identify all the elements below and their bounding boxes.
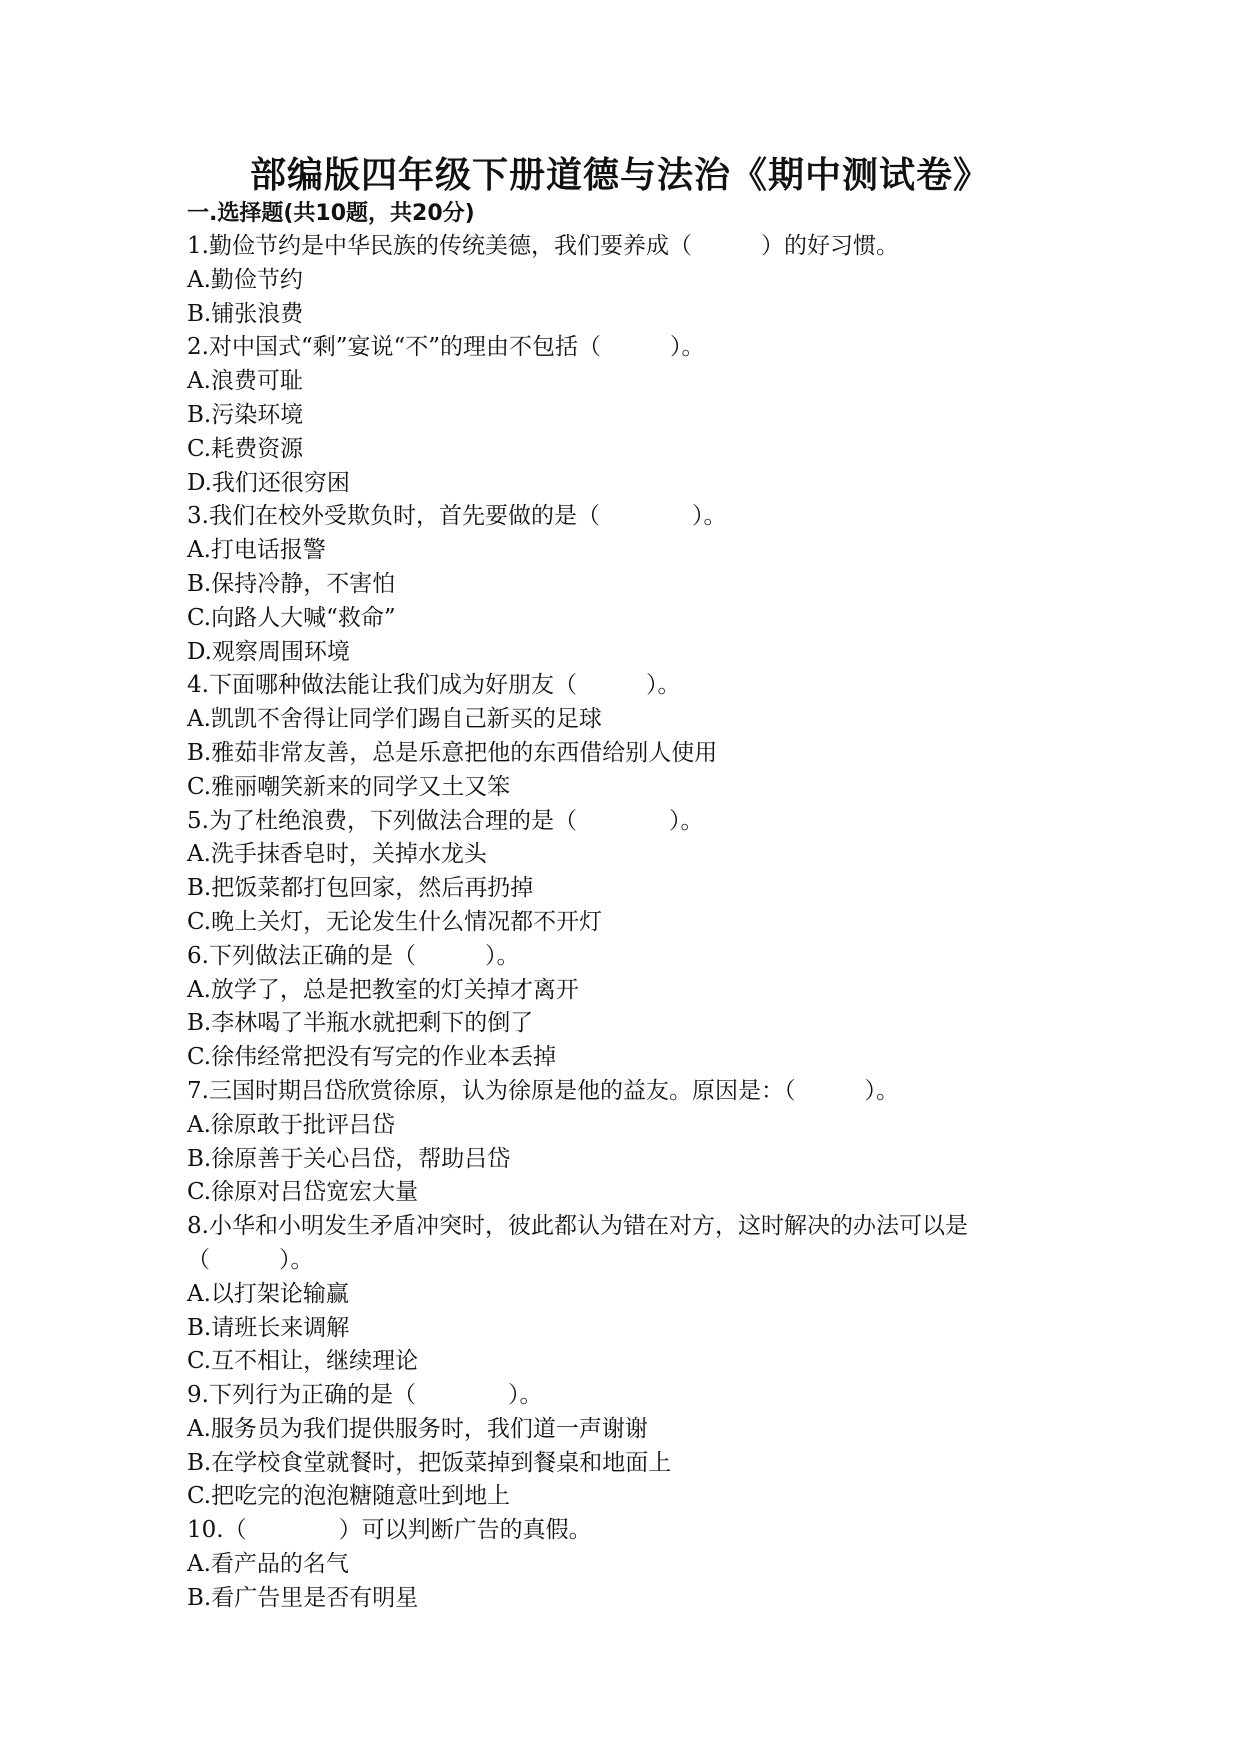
- option-c: C.徐原对吕岱宽宏大量: [187, 1179, 419, 1206]
- question-stem: 9.下列行为正确的是（ ）。: [187, 1382, 543, 1409]
- question-stem: 7.三国时期吕岱欣赏徐原，认为徐原是他的益友。原因是：（ ）。: [187, 1077, 899, 1104]
- question-5: [187, 805, 1067, 940]
- option-b: B.看广告里是否有明星: [187, 1584, 419, 1611]
- option-c: C.耗费资源: [187, 435, 304, 462]
- option-b: B.李林喝了半瓶水就把剩下的倒了: [187, 1010, 534, 1037]
- question-7: [187, 1075, 1067, 1210]
- question-6: [187, 940, 1067, 1075]
- option-a: A.以打架论输赢: [187, 1280, 349, 1307]
- question-8: [187, 1210, 1067, 1379]
- option-b: B.污染环境: [187, 401, 304, 428]
- option-a: A.服务员为我们提供服务时，我们道一声谢谢: [187, 1415, 648, 1442]
- option-c: C.晚上关灯，无论发生什么情况都不开灯: [187, 908, 603, 935]
- exam-content: [187, 198, 1067, 1616]
- question-stem: 5.为了杜绝浪费，下列做法合理的是（ ）。: [187, 807, 704, 834]
- option-b: B.把饭菜都打包回家，然后再扔掉: [187, 875, 534, 902]
- question-stem: 8.小华和小明发生矛盾冲突时，彼此都认为错在对方，这时解决的办法可以是（ ）。: [187, 1213, 968, 1273]
- option-a: A.勤俭节约: [187, 266, 303, 293]
- option-a: A.看产品的名气: [187, 1551, 349, 1578]
- option-a: A.浪费可耻: [187, 368, 303, 395]
- question-stem: 4.下面哪种做法能让我们成为好朋友（ ）。: [187, 672, 681, 699]
- question-4: [187, 669, 1067, 804]
- option-a: A.洗手抹香皂时，关掉水龙头: [187, 841, 487, 868]
- option-b: B.请班长来调解: [187, 1314, 350, 1341]
- question-stem: 2.对中国式“剩”宴说“不”的理由不包括（ ）。: [187, 334, 705, 361]
- question-9: [187, 1379, 1067, 1514]
- question-2: [187, 331, 1067, 500]
- section-heading: 一.选择题(共10题，共20分): [187, 201, 475, 226]
- option-c: C.把吃完的泡泡糖随意吐到地上: [187, 1483, 511, 1510]
- option-c: C.徐伟经常把没有写完的作业本丢掉: [187, 1044, 557, 1071]
- question-stem: 6.下列做法正确的是（ ）。: [187, 942, 520, 969]
- option-c: C.雅丽嘲笑新来的同学又土又笨: [187, 773, 511, 800]
- option-d: D.观察周围环境: [187, 638, 350, 665]
- question-stem: 1.勤俭节约是中华民族的传统美德，我们要养成（ ）的好习惯。: [187, 233, 899, 259]
- option-b: B.徐原善于关心吕岱，帮助吕岱: [187, 1145, 511, 1172]
- question-1: [187, 230, 1067, 331]
- option-b: B.保持冷静，不害怕: [187, 570, 396, 597]
- option-c: C.互不相让，继续理论: [187, 1348, 419, 1375]
- question-10: [187, 1514, 1067, 1615]
- option-b: B.雅茹非常友善，总是乐意把他的东西借给别人使用: [187, 739, 718, 766]
- option-a: A.放学了，总是把教室的灯关掉才离开: [187, 976, 579, 1003]
- option-a: A.打电话报警: [187, 537, 326, 564]
- option-d: D.我们还很穷困: [187, 469, 350, 496]
- question-stem: 3.我们在校外受欺负时，首先要做的是（ ）。: [187, 503, 727, 530]
- page-title: 部编版四年级下册道德与法治《期中测试卷》: [249, 155, 990, 196]
- option-b: B.在学校食堂就餐时，把饭菜掉到餐桌和地面上: [187, 1449, 672, 1476]
- question-3: [187, 500, 1067, 669]
- option-a: A.徐原敢于批评吕岱: [187, 1111, 395, 1138]
- question-stem: 10.（ ）可以判断广告的真假。: [187, 1517, 592, 1544]
- option-b: B.铺张浪费: [187, 300, 304, 327]
- option-a: A.凯凯不舍得让同学们踢自己新买的足球: [187, 706, 602, 733]
- option-c: C.向路人大喊“救命”: [187, 604, 396, 631]
